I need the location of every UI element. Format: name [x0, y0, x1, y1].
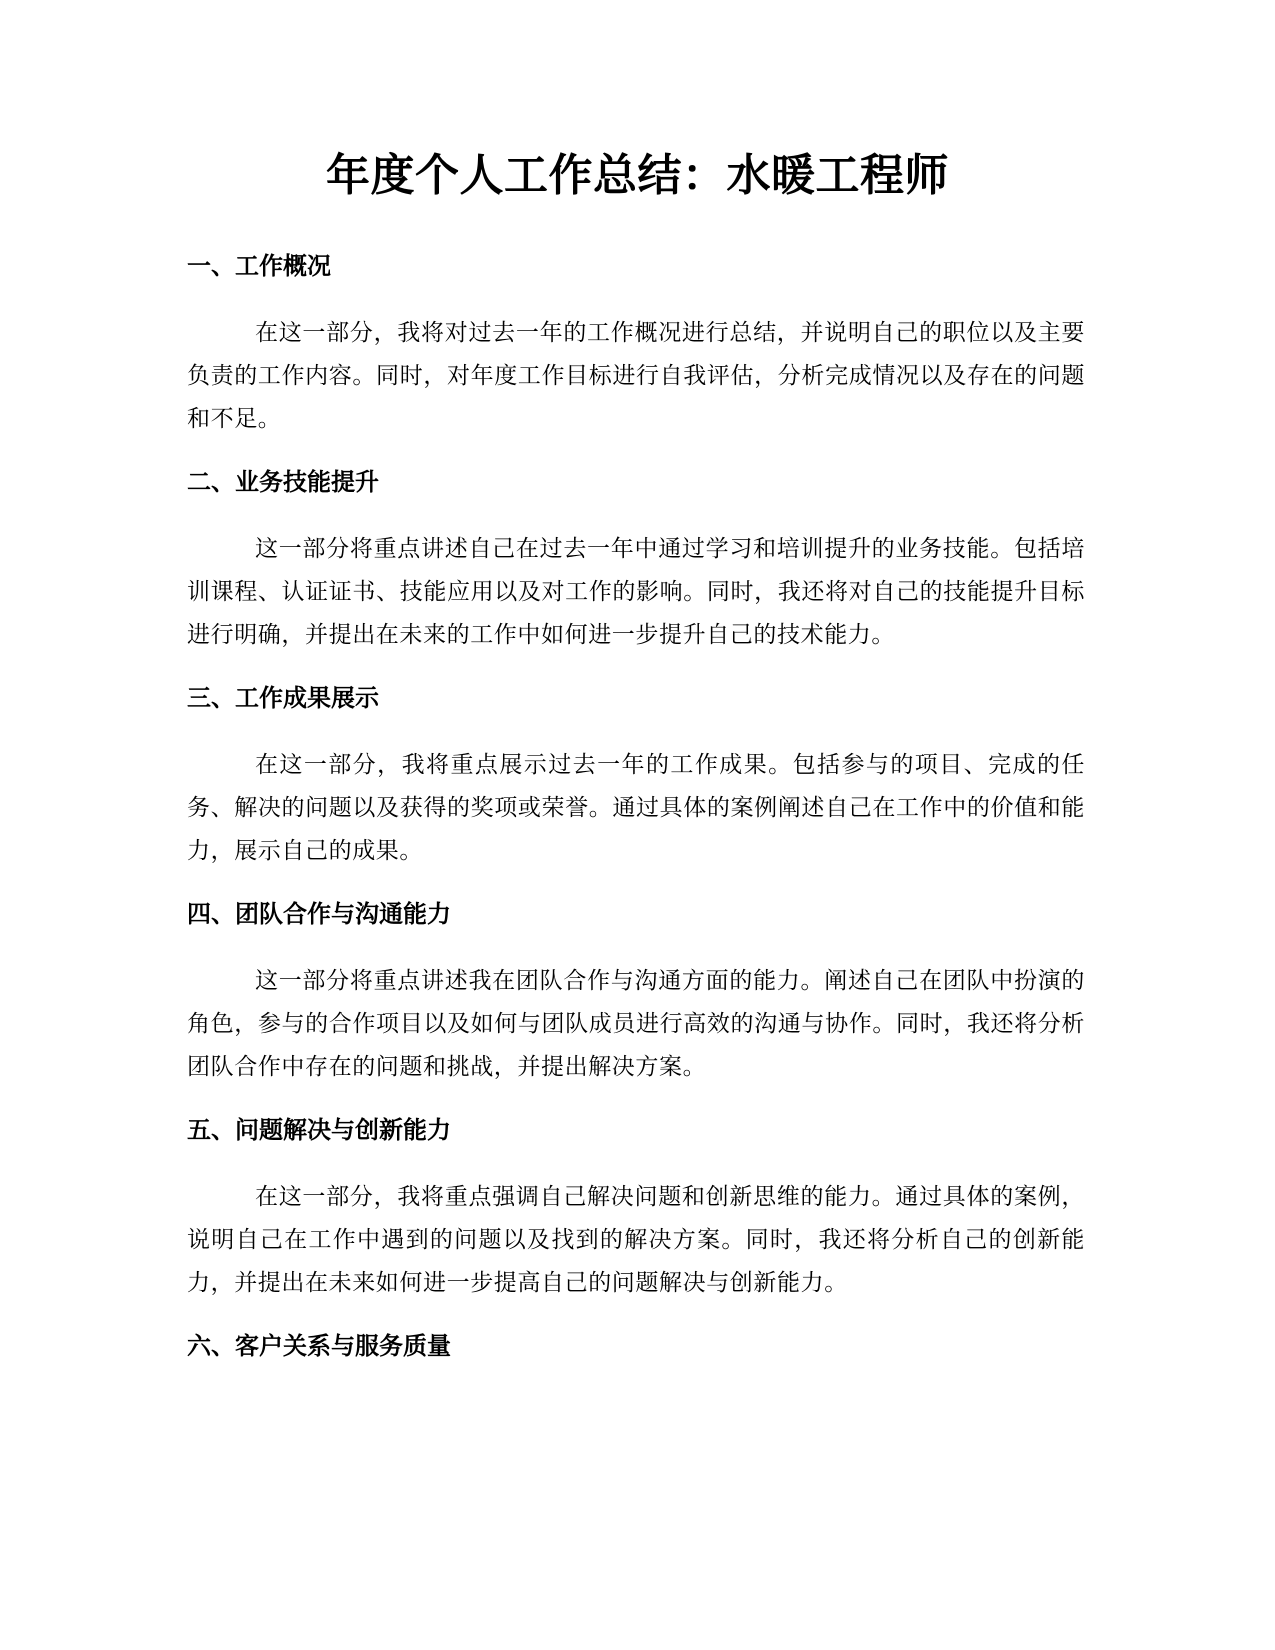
section-problem-solving-innovation: [187, 1113, 1087, 1305]
section-heading: 三、工作成果展示: [187, 684, 379, 712]
section-skill-improvement: [187, 465, 1087, 657]
section-paragraph: 在这一部分，我将重点展示过去一年的工作成果。包括参与的项目、完成的任务、解决的问题以及获得的奖项或荣誉。通过具体的案例阐述自己在工作中的价值和能力，展示自己的成果。: [187, 752, 1085, 864]
section-heading: 一、工作概况: [187, 252, 331, 280]
section-paragraph: 在这一部分，我将重点强调自己解决问题和创新思维的能力。通过具体的案例，说明自己在工作中遇到的问题以及找到的解决方案。同时，我还将分析自己的创新能力，并提出在未来如何进一步提高自己的问题解决与创新能力。: [187, 1184, 1085, 1296]
section-heading: 五、问题解决与创新能力: [187, 1116, 451, 1144]
section-customer-relations: [187, 1329, 1087, 1363]
section-paragraph: 在这一部分，我将对过去一年的工作概况进行总结，并说明自己的职位以及主要负责的工作内容。同时，对年度工作目标进行自我评估，分析完成情况以及存在的问题和不足。: [187, 320, 1085, 432]
section-heading: 四、团队合作与沟通能力: [187, 900, 451, 928]
section-work-results: [187, 681, 1087, 873]
section-work-overview: [187, 249, 1087, 441]
section-heading: 二、业务技能提升: [187, 468, 379, 496]
section-paragraph: 这一部分将重点讲述自己在过去一年中通过学习和培训提升的业务技能。包括培训课程、认证证书、技能应用以及对工作的影响。同时，我还将对自己的技能提升目标进行明确，并提出在未来的工作中如何进一步提升自己的技术能力。: [187, 536, 1085, 648]
document-title: 年度个人工作总结：水暖工程师: [326, 150, 949, 201]
section-paragraph: 这一部分将重点讲述我在团队合作与沟通方面的能力。阐述自己在团队中扮演的角色，参与的合作项目以及如何与团队成员进行高效的沟通与协作。同时，我还将分析团队合作中存在的问题和挑战，并提出解决方案。: [187, 968, 1085, 1080]
section-heading: 六、客户关系与服务质量: [187, 1332, 451, 1360]
section-teamwork-communication: [187, 897, 1087, 1089]
